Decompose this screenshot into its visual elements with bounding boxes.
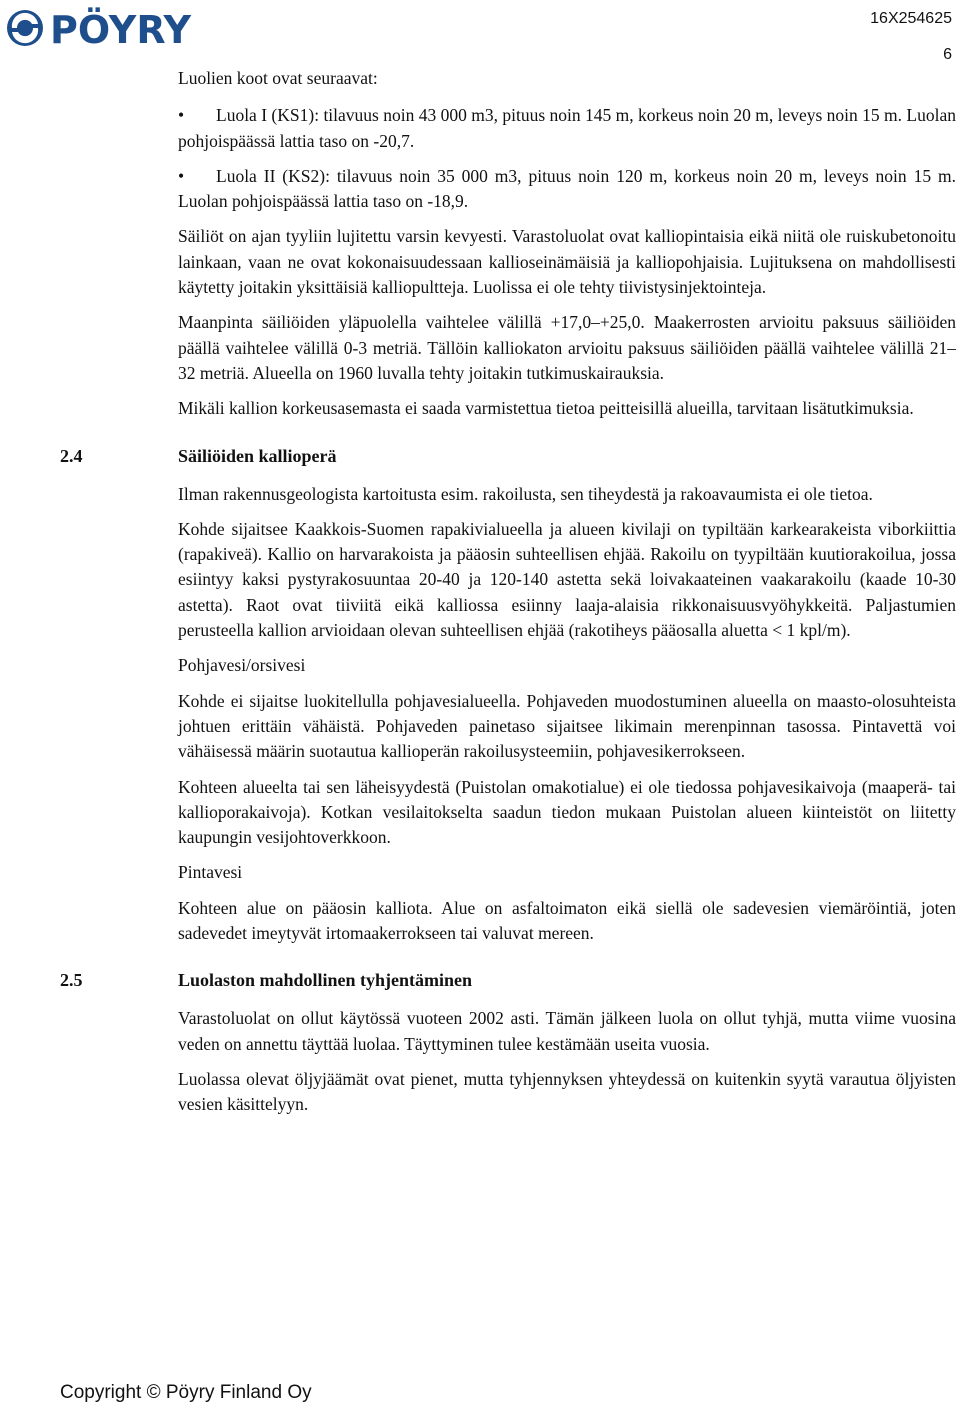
paragraph-mapping: Ilman rakennusgeologista kartoitusta esim. rakoilusta, sen tiheydestä ja rakoavaumista ei ole tietoa.	[178, 483, 873, 504]
subheading-surface-water: Pintavesi	[178, 862, 243, 883]
section-heading-2-5	[60, 966, 956, 996]
list-item-text: Luola I (KS1): tilavuus noin 43 000 m3, pituus noin 145 m, korkeus noin 20 m, leveys noin 15 m. Luolan pohjoispäässä lattia taso on -20,7.	[178, 105, 956, 151]
bullet-icon: •	[178, 165, 185, 186]
section-number: 2.4	[60, 445, 83, 466]
list-item	[178, 103, 956, 154]
section-number: 2.5	[60, 970, 83, 991]
paragraph-emptying: Varastoluolat on ollut käytössä vuoteen 2002 asti. Tämän jälkeen luola on ollut tyhjä, mutta viime vuosina veden on annettu täyttää luolaa. Täyttyminen tulee kestämään useita vuosia.	[178, 1008, 956, 1054]
paragraph-ground-level: Maanpinta säiliöiden yläpuolella vaihtelee välillä +17,0–+25,0. Maakerrosten arvioitu paksuus säiliöiden päällä vaihtelee välillä 0-3 metriä. Tällöin kalliokaton arvioitu paksuus säiliöiden päällä vaihtelee välillä 21–32 metriä. Alueella on 1960 luvalla tehty joitakin tutkimuskairauksia.	[178, 312, 956, 383]
document-id: 16X254625	[870, 10, 952, 27]
section-title: Säiliöiden kallioperä	[178, 445, 337, 466]
list-item-text: Luola II (KS2): tilavuus noin 35 000 m3, pituus noin 120 m, korkeus noin 20 m, leveys noin 15 m. Luolan pohjoispäässä lattia taso on -18,9.	[178, 165, 956, 212]
cave-sizes-intro: Luolien koot ovat seuraavat:	[178, 68, 378, 88]
paragraph-further-studies: Mikäli kallion korkeusasemasta ei saada varmistettua tietoa peitteisillä alueilla, tarvitaan lisätutkimuksia.	[178, 398, 914, 419]
list-item	[178, 164, 956, 215]
copyright-footer: Copyright © Pöyry Finland Oy	[60, 1382, 312, 1403]
cave-list	[178, 103, 956, 214]
bullet-icon: •	[178, 105, 185, 126]
paragraph-surface-water: Kohteen alue on pääosin kalliota. Alue on asfaltoimaton eikä siellä ole sadevesien viemäröintiä, joten sadevedet imeytyvät irtomaakerrokseen tai valuvat mereen.	[178, 897, 956, 944]
poyry-logo-mark	[4, 6, 244, 50]
document-body	[60, 66, 956, 1128]
section-title: Luolaston mahdollinen tyhjentäminen	[178, 970, 473, 991]
poyry-logo	[4, 6, 244, 50]
paragraph-reinforcement: Säiliöt on ajan tyyliin lujitettu varsin kevyesti. Varastoluolat ovat kalliopintaisia eikä niitä ole ruiskubetonoitu lainkaan, vaan ne ovat kokonaisuudessaan kallioseinämäisiä ja kalliopohjaisia. Lujituksena on mahdollisesti käytetty joitakin yksittäisiä kalliopultteja. Luolissa ei ole tehty tiivistysinjektointeja.	[178, 226, 956, 298]
page-header	[0, 0, 960, 63]
paragraph-wells: Kohteen alueelta tai sen läheisyydestä (Puistolan omakotialue) ei ole tiedossa pohjavesikaivoja (maaperä- tai kallioporakaivoja). Kotkan vesilaitokselta saadun tiedon mukaan Puistolan alueen kiinteistöt on liitetty kaupungin vesijohtoverkkoon.	[178, 776, 956, 848]
logo-wordmark: PÖYRY	[50, 8, 192, 50]
subheading-groundwater: Pohjavesi/orsivesi	[178, 655, 306, 676]
section-heading-2-4	[60, 442, 956, 472]
logo-swirl-icon	[7, 10, 43, 46]
page-number: 6	[943, 46, 952, 63]
paragraph-bedrock: Kohde sijaitsee Kaakkois-Suomen rapakivialueella ja alueen kivilaji on typiltään karkearakeista viborkiittia (rapakiveä). Kallio on harvarakoista ja pääosin suhteellisen ehjää. Rakoilu on tyypiltään kuutiorakoilua, jossa esiintyy kaksi pystyrakosuuntaa 20-40 ja 120-140 astetta sekä loivakaateinen vaakarakoilu (kaade 10-30 astetta). Raot ovat tiiviitä eikä kalliossa esiinny laaja-alaisia rikkonaisuusvyöhykkeitä. Paljastumien perusteella kallion arvioidaan olevan suhteellisen ehjää (rakotiheys pääosalla aluetta < 1 kpl/m).	[178, 518, 956, 641]
paragraph-groundwater: Kohde ei sijaitse luokitellulla pohjavesialueella. Pohjaveden muodostuminen alueella on maasto-olosuhteista johtuen erittäin vähäistä. Pohjaveden painetaso sijaitsee likimain merenpinnan tasossa. Pintavettä voi vähäisessä määrin suotautua kallioperän rakoilusysteemiin, pohjavesikerrokseen.	[178, 690, 956, 762]
paragraph-oil-residues: Luolassa olevat öljyjäämät ovat pienet, mutta tyhjennyksen yhteydessä on kuitenkin syytä varautua öljyisten vesien käsittelyyn.	[178, 1068, 956, 1115]
